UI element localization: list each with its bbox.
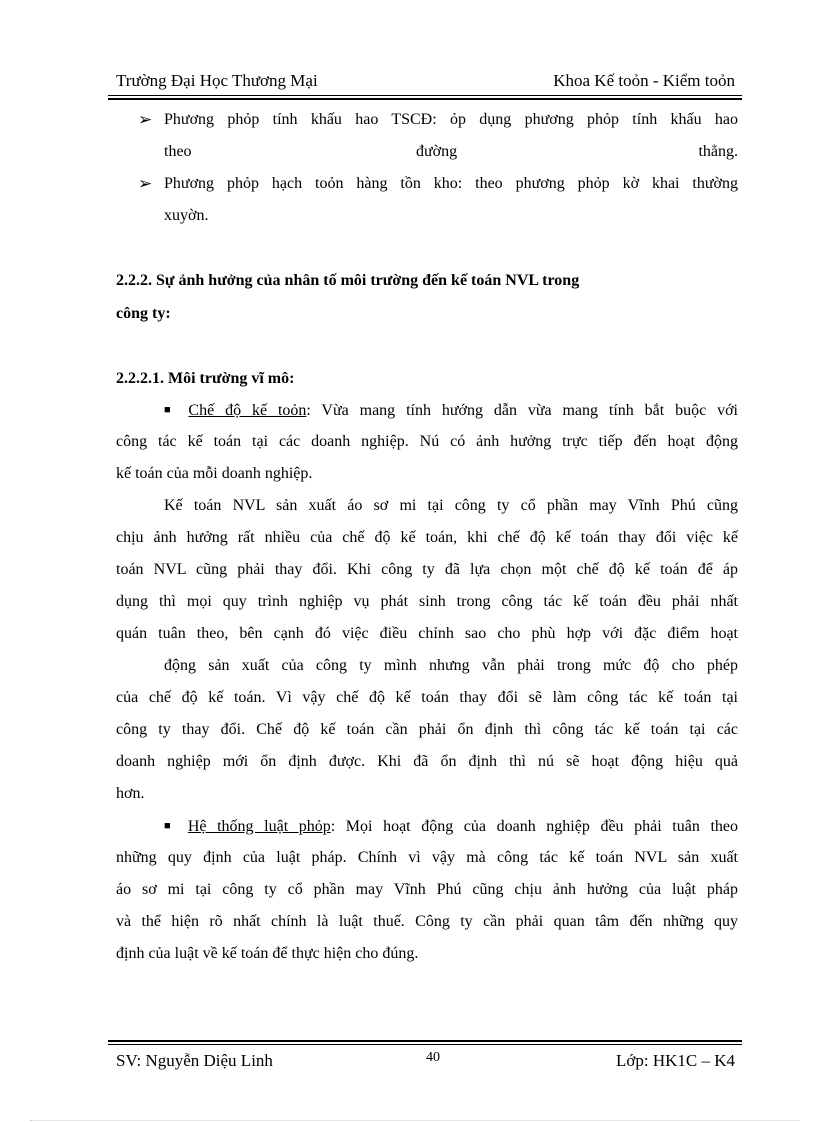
para3-label: Hệ thống luật phỏp — [187, 818, 331, 835]
para1-label: Chế độ kế toỏn — [188, 402, 307, 419]
page-edge-dots — [30, 1120, 800, 1121]
para3-line-4: và thể hiện rõ nhất chính là luật thuế. Công ty cần phải quan tâm đến những quy — [116, 913, 738, 930]
footer-student: SV: Nguyễn Diệu Linh — [116, 1051, 273, 1070]
para3-line-2: những quy định của luật pháp. Chính vì vậy mà công tác kế toán NVL sản xuất — [116, 849, 738, 866]
bullet-2-line-1: Phương phỏp hạch toỏn hàng tồn kho: theo phương phỏp kờ khai thường — [164, 175, 738, 192]
para2-line-6: động sản xuất của công ty mình nhưng vẫn phải trong mức độ cho phép — [164, 657, 738, 674]
header-faculty: Khoa Kế toỏn - Kiểm toỏn — [553, 71, 735, 90]
para3-line-3: áo sơ mi tại công ty cổ phần may Vĩnh Phú cũng chịu ảnh hưởng của luật pháp — [116, 881, 738, 898]
footer-rule-bottom — [108, 1044, 742, 1045]
header-rule-bottom — [108, 98, 742, 100]
subsection-heading: 2.2.2.1. Môi trường vĩ mô: — [116, 370, 295, 387]
para1-line-1-text: : Vừa mang tính hướng dẫn vừa mang tính bắt buộc với — [306, 402, 739, 419]
section-heading-line-1: 2.2.2. Sự ảnh hưởng của nhân tố môi trường đến kế toán NVL trong — [116, 272, 580, 289]
para1-line-1 — [164, 397, 738, 423]
square-bullet-icon: ■ — [164, 404, 178, 416]
page-number: 40 — [426, 1050, 440, 1065]
page-header — [116, 70, 741, 94]
bullet-1-word-theo: theo — [164, 143, 192, 160]
arrow-bullet-icon: ➢ — [138, 110, 153, 129]
para1-line-2: công tác kế toán tại các doanh nghiệp. Nú có ảnh hưởng trực tiếp đến hoạt động — [116, 433, 738, 450]
para1-line-3: kế toán của mỗi doanh nghiệp. — [116, 465, 313, 482]
para2-line-2: chịu ảnh hưởng rất nhiều của chế độ kế toán, khi chế độ kế toán thay đổi việc kế — [116, 529, 738, 546]
bullet-1-word-thang: thẳng. — [698, 143, 738, 160]
bullet-1-line-2 — [164, 139, 738, 165]
para3-line-1 — [164, 813, 738, 839]
footer-class: Lớp: HK1C – K4 — [615, 1051, 735, 1070]
bullet-1-line-1: Phương phỏp tính khấu hao TSCĐ: ỏp dụng phương phỏp tính khấu hao — [164, 111, 738, 128]
bullet-2-line-2: xuyờn. — [164, 207, 209, 224]
para3-line-1-text: : Mọi hoạt động của doanh nghiệp đều phải tuân theo — [330, 818, 738, 835]
para3-line-5: định của luật về kế toán để thực hiện cho đúng. — [116, 945, 419, 962]
para2-line-10: hơn. — [116, 785, 145, 802]
header-school: Trường Đại Học Thương Mại — [116, 71, 318, 90]
para2-line-1: Kế toán NVL sản xuất áo sơ mi tại công ty cổ phần may Vĩnh Phú cũng — [164, 497, 738, 514]
para2-line-7: của chế độ kế toán. Vì vậy chế độ kế toán thay đổi sẽ làm công tác kế toán tại — [116, 689, 738, 706]
square-bullet-icon: ■ — [164, 820, 178, 832]
para2-line-3: toán NVL cũng phải thay đổi. Khi công ty đã lựa chọn một chế độ kế toán để áp — [116, 561, 738, 578]
para2-line-8: công ty thay đổi. Chế độ kế toán cần phải ổn định thì công tác kế toán tại các — [116, 721, 738, 738]
header-rule-top — [108, 95, 742, 96]
arrow-bullet-icon: ➢ — [138, 174, 153, 193]
para2-line-4: dụng thì mọi quy trình nghiệp vụ phát sinh trong công tác kế toán đều phải nhất — [116, 593, 738, 610]
bullet-1-word-duong: đường — [416, 143, 458, 160]
section-heading-line-2: công ty: — [116, 305, 171, 322]
para2-line-5: quán tuân theo, bên cạnh đó việc điều chỉnh sao cho phù hợp với đặc điểm hoạt — [116, 625, 738, 642]
para2-line-9: doanh nghiệp mới ổn định được. Khi đã ổn định thì nú sẽ hoạt động hiệu quả — [116, 753, 738, 770]
footer-rule-top — [108, 1040, 742, 1042]
